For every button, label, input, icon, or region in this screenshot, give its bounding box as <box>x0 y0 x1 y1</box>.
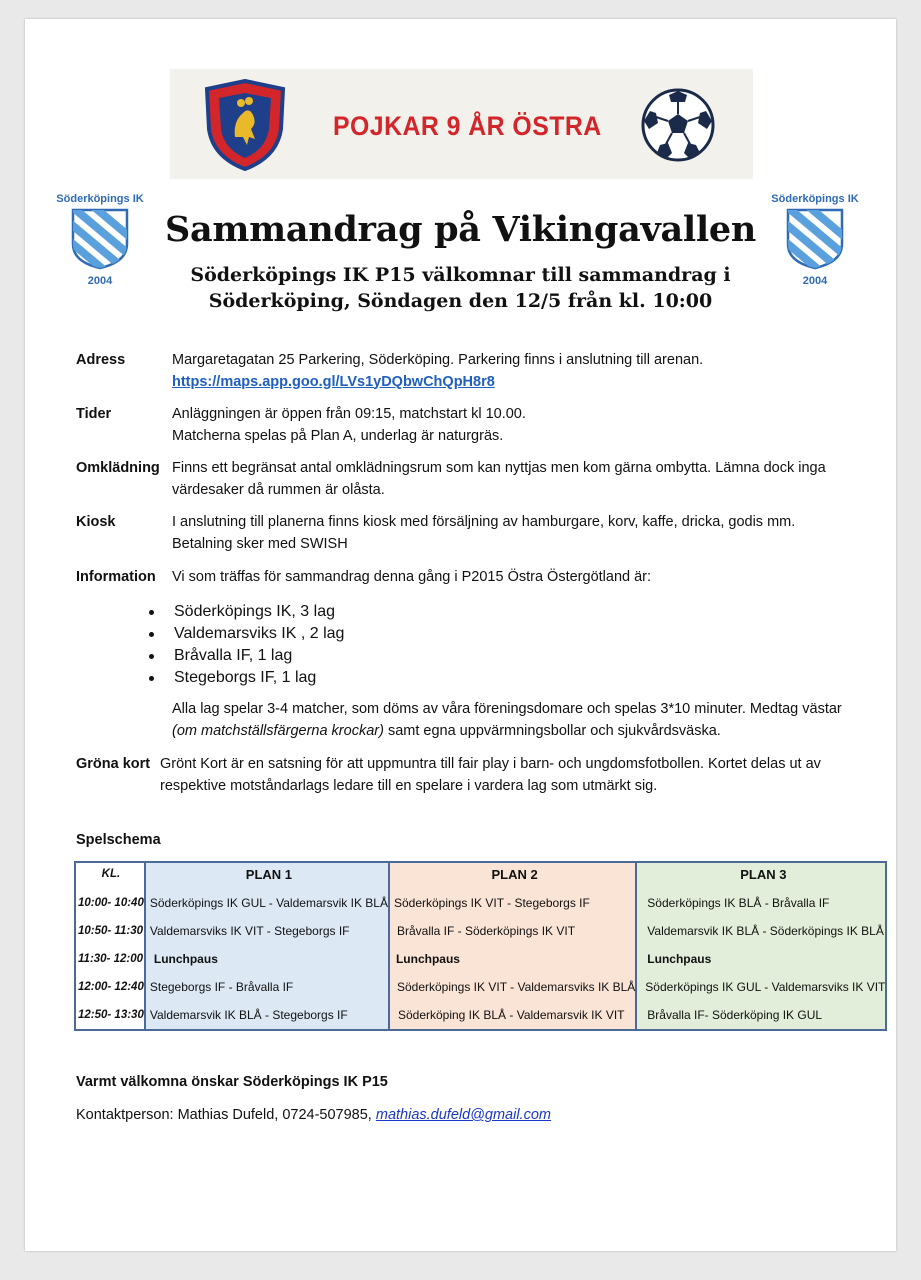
club-logo-name: Söderköpings IK <box>56 193 144 205</box>
time-cell: 11:30- 12:00 <box>78 953 143 965</box>
plan-3-cell: Bråvalla IF- Söderköping IK GUL <box>636 1001 886 1030</box>
plan-1-cell: Stegeborgs IF - Bråvalla IF <box>145 973 389 1001</box>
info-label: Tider <box>76 406 112 422</box>
list-item: Stegeborgs IF, 1 lag <box>147 667 547 689</box>
details-text-italic: (om matchställsfärgerna krockar) <box>172 722 384 739</box>
closing-greeting: Varmt välkomna önskar Söderköpings IK P15 <box>76 1074 388 1090</box>
details-text-1: Alla lag spelar 3-4 matcher, som döms av våra föreningsdomare och spelas 3*10 minuter. Medtag västar <box>172 701 842 717</box>
football-icon <box>640 87 716 163</box>
column-header-plan-1: PLAN 1 <box>145 862 389 885</box>
info-body: Finns ett begränsat antal omklädningsrum som kan nyttjas men kom gärna ombytta. Lämna dock inga värdesaker då rummen är olåsta. <box>172 460 826 498</box>
plan-3-cell: Valdemarsvik IK BLÅ - Söderköpings IK BLÅ <box>636 917 886 945</box>
team-list <box>147 601 547 689</box>
document-page <box>25 19 896 1251</box>
plan-3-cell: Lunchpaus <box>636 945 886 973</box>
info-label: Omklädning <box>76 460 160 476</box>
kiosk-line-1: I anslutning till planerna finns kiosk med försäljning av hamburgare, korv, kaffe, dricka, godis mm. <box>172 514 796 530</box>
email-link[interactable]: mathias.dufeld@gmail.com <box>375 1107 551 1123</box>
plan-1-cell: Valdemarsviks IK VIT - Stegeborgs IF <box>145 917 389 945</box>
banner-title: POJKAR 9 ÅR ÖSTRA <box>333 111 602 141</box>
info-label: Gröna kort <box>76 756 151 772</box>
plan-2-cell: Söderköpings IK VIT - Valdemarsviks IK BLÅ <box>389 973 636 1001</box>
schedule-table <box>74 861 887 1031</box>
plan-2-cell: Söderköping IK BLÅ - Valdemarsvik IK VIT <box>389 1001 636 1030</box>
table-row <box>75 889 886 917</box>
page-title: Sammandrag på Vikingavallen <box>165 209 756 250</box>
map-link[interactable]: https://maps.app.goo.gl/LVs1yDQbwChQpH8r8 <box>172 373 495 390</box>
column-header-plan-3: PLAN 3 <box>636 862 886 885</box>
list-item: Bråvalla IF, 1 lag <box>147 645 547 667</box>
time-cell: 10:00- 10:40 <box>78 897 144 909</box>
plan-3-cell: Söderköpings IK BLÅ - Bråvalla IF <box>636 889 886 917</box>
column-header-time: KL. <box>101 868 121 880</box>
info-body: Vi som träffas för sammandrag denna gång i P2015 Östra Östergötland är: <box>172 569 652 585</box>
info-body <box>172 512 862 555</box>
table-row <box>75 1001 886 1030</box>
info-label: Information <box>76 569 156 585</box>
plan-1-cell: Valdemarsvik IK BLÅ - Stegeborgs IF <box>145 1001 389 1030</box>
info-body <box>172 699 862 742</box>
table-header-row <box>75 862 886 885</box>
info-body: Grönt Kort är en satsning för att uppmuntra till fair play i barn- och ungdomsfotbollen. Kortet delas ut av respektive motståndarlags ledare till en spelare i vardera lag som utmärkt sig. <box>160 756 821 794</box>
plan-1-cell: Söderköpings IK GUL - Valdemarsvik IK BLÅ <box>145 889 389 917</box>
info-body <box>172 350 862 393</box>
schedule-heading: Spelschema <box>76 832 161 848</box>
tider-line-1: Anläggningen är öppen från 09:15, matchstart kl 10.00. <box>172 406 526 422</box>
details-text-2: samt egna uppvärmningsbollar och sjukvårdsväska. <box>383 722 721 739</box>
column-header-plan-2: PLAN 2 <box>389 862 636 885</box>
time-cell: 10:50- 11:30 <box>78 925 143 937</box>
table-row <box>75 973 886 1001</box>
info-label: Adress <box>76 352 126 368</box>
header-banner <box>170 69 753 179</box>
plan-2-cell: Bråvalla IF - Söderköpings IK VIT <box>389 917 636 945</box>
tider-line-2: Matcherna spelas på Plan A, underlag är naturgräs. <box>172 427 504 444</box>
table-row <box>75 917 886 945</box>
contact-line <box>76 1107 551 1123</box>
ostergotlands-fotbollforbund-crest <box>203 79 287 171</box>
plan-2-cell: Söderköpings IK VIT - Stegeborgs IF <box>389 889 636 917</box>
table-row <box>75 945 886 973</box>
list-item: Söderköpings IK, 3 lag <box>147 601 547 623</box>
time-cell: 12:00- 12:40 <box>78 981 144 993</box>
club-logo-year: 2004 <box>87 275 113 287</box>
list-item: Valdemarsviks IK , 2 lag <box>147 623 547 645</box>
kiosk-line-2: Betalning sker med SWISH <box>172 535 348 552</box>
time-cell: 12:50- 13:30 <box>78 1009 144 1021</box>
info-label: Kiosk <box>76 514 116 530</box>
info-body <box>172 404 862 447</box>
club-logo-name: Söderköpings IK <box>771 193 859 205</box>
contact-text: Kontaktperson: Mathias Dufeld, 0724-507985, <box>76 1107 376 1123</box>
plan-3-cell: Söderköpings IK GUL - Valdemarsviks IK VIT <box>636 973 886 1001</box>
club-logo-year: 2004 <box>802 275 828 287</box>
adress-text: Margaretagatan 25 Parkering, Söderköping. Parkering finns i anslutning till arenan. <box>172 352 704 368</box>
plan-1-cell: Lunchpaus <box>145 945 389 973</box>
plan-2-cell: Lunchpaus <box>389 945 636 973</box>
page-subtitle: Söderköpings IK P15 välkomnar till sammandrag i Söderköping, Söndagen den 12/5 från kl. 10:00 <box>190 264 731 312</box>
